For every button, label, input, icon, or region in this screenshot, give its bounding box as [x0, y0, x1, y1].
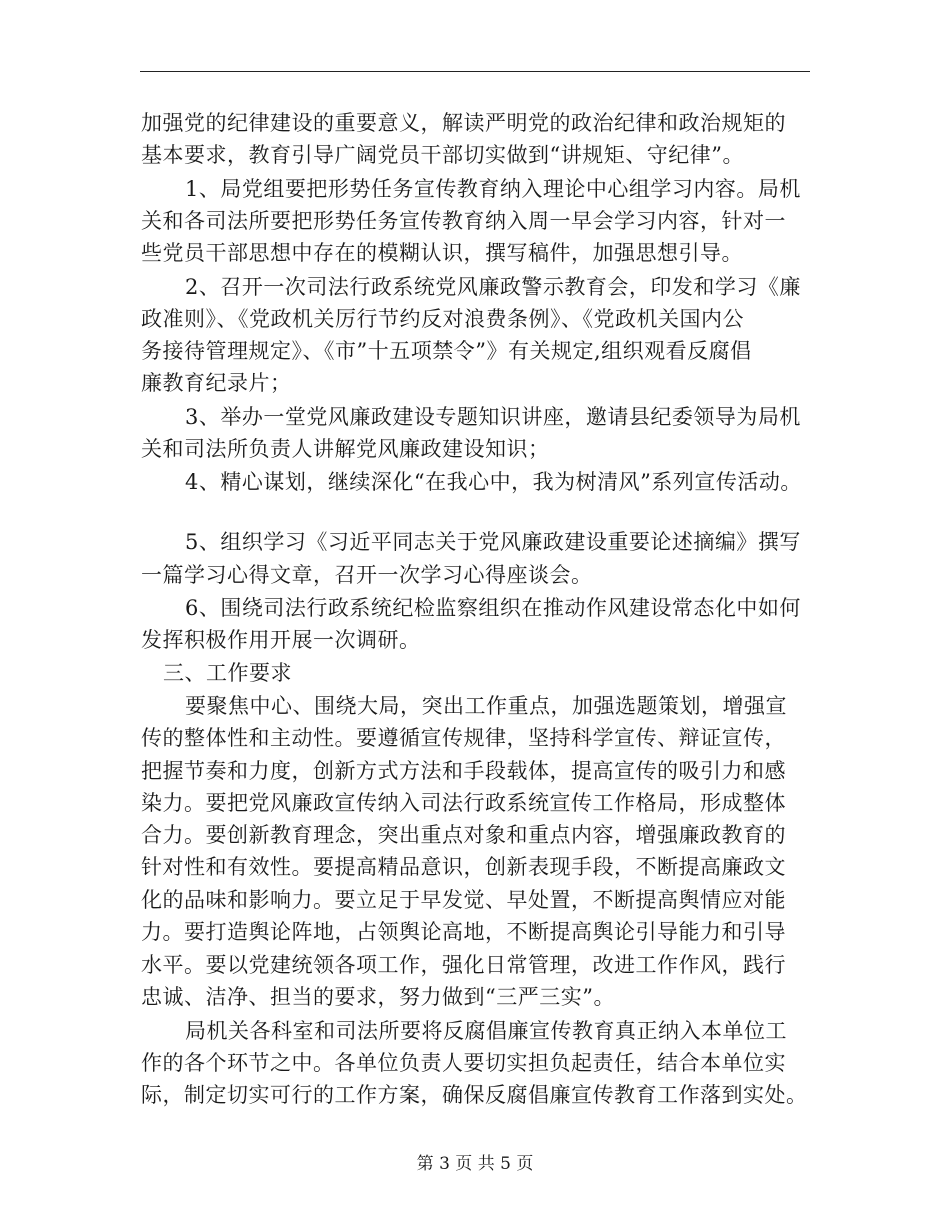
text-line: 作的各个环节之中。各单位负责人要切实担负起责任，结合本单位实: [141, 1051, 786, 1075]
text-line: 5、组织学习《习近平同志关于党风廉政建设重要论述摘编》撰写: [185, 530, 801, 554]
text-line: 关和司法所负责人讲解党风廉政建设知识；: [141, 437, 550, 461]
text-line: 务接待管理规定》、《市”十五项禁令”》有关规定,组织观看反腐倡: [141, 339, 752, 363]
text-line: 2、召开一次司法行政系统党风廉政警示教育会，印发和学习《廉: [185, 275, 801, 299]
text-line: 4、精心谋划，继续深化“在我心中，我为树清风”系列宣传活动。: [185, 470, 802, 494]
text-line: 针对性和有效性。要提高精品意识，创新表现手段，不断提高廉政文: [141, 855, 786, 879]
text-line: 6、围绕司法行政系统纪检监察组织在推动作风建设常态化中如何: [185, 596, 801, 620]
text-line: 力。要打造舆论阵地，占领舆论高地，不断提高舆论引导能力和引导: [141, 920, 786, 944]
text-line: 局机关各科室和司法所要将反腐倡廉宣传教育真正纳入本单位工: [185, 1019, 787, 1043]
text-line: 染力。要把党风廉政宣传纳入司法行政系统宣传工作格局，形成整体: [141, 791, 786, 815]
text-line: 加强党的纪律建设的重要意义，解读严明党的政治纪律和政治规矩的: [141, 111, 786, 135]
section-heading: 三、工作要求: [163, 661, 292, 685]
text-line: 基本要求，教育引导广阔党员干部切实做到“讲规矩、守纪律”。: [141, 143, 744, 167]
header-rule: [140, 71, 810, 72]
page-number: 第 3 页 共 5 页: [416, 1154, 534, 1174]
text-line: 要聚焦中心、围绕大局，突出工作重点，加强选题策划，增强宣: [185, 694, 787, 718]
text-line: 1、局党组要把形势任务宣传教育纳入理论中心组学习内容。局机: [185, 177, 801, 201]
text-line: 把握节奏和力度，创新方式方法和手段载体，提高宣传的吸引力和感: [141, 759, 786, 783]
text-line: 忠诚、洁净、担当的要求，努力做到“三严三实”。: [141, 985, 615, 1009]
text-line: 廉教育纪录片；: [141, 371, 292, 395]
text-line: 政准则》、《党政机关厉行节约反对浪费条例》、《党政机关国内公: [141, 307, 744, 331]
text-line: 3、举办一堂党风廉政建设专题知识讲座，邀请县纪委领导为局机: [185, 405, 801, 429]
text-line: 关和各司法所要把形势任务宣传教育纳入周一早会学习内容，针对一: [141, 209, 786, 233]
text-line: 化的品味和影响力。要立足于早发觉、早处置，不断提高舆情应对能: [141, 888, 786, 912]
text-line: 合力。要创新教育理念，突出重点对象和重点内容，增强廉政教育的: [141, 823, 786, 847]
text-line: 些党员干部思想中存在的模糊认识，撰写稿件，加强思想引导。: [141, 241, 743, 265]
text-line: 发挥积极作用开展一次调研。: [141, 628, 421, 652]
text-line: 传的整体性和主动性。要遵循宣传规律，坚持科学宣传、辩证宣传，: [141, 726, 786, 750]
text-line: 一篇学习心得文章，召开一次学习心得座谈会。: [141, 563, 593, 587]
text-line: 水平。要以党建统领各项工作，强化日常管理，改进工作作风，践行: [141, 953, 786, 977]
text-line: 际，制定切实可行的工作方案，确保反腐倡廉宣传教育工作落到实处。: [141, 1083, 808, 1107]
